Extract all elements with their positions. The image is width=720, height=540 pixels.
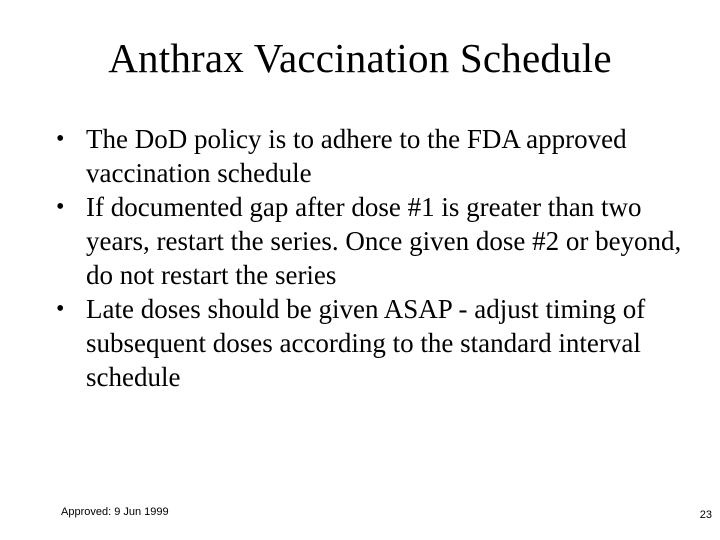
- bullet-text: Late doses should be given ASAP - adjust timing of subsequent doses according to the standard interval schedule: [86, 294, 646, 392]
- page-number: 23: [699, 509, 712, 521]
- bullet-list: [56, 122, 696, 394]
- bullet-item: [56, 292, 696, 394]
- bullet-item: [56, 122, 696, 190]
- bullet-icon: •: [56, 194, 65, 220]
- bullet-text: The DoD policy is to adhere to the FDA approved vaccination schedule: [86, 124, 627, 188]
- bullet-icon: •: [56, 296, 65, 322]
- bullet-icon: •: [56, 126, 65, 152]
- slide-title: Anthrax Vaccination Schedule: [108, 35, 612, 81]
- approval-date: Approved: 9 Jun 1999: [61, 506, 169, 518]
- bullet-item: [56, 190, 696, 292]
- bullet-text: If documented gap after dose #1 is greater than two years, restart the series. Once given dose #2 or beyond, do not restart the series: [86, 192, 682, 290]
